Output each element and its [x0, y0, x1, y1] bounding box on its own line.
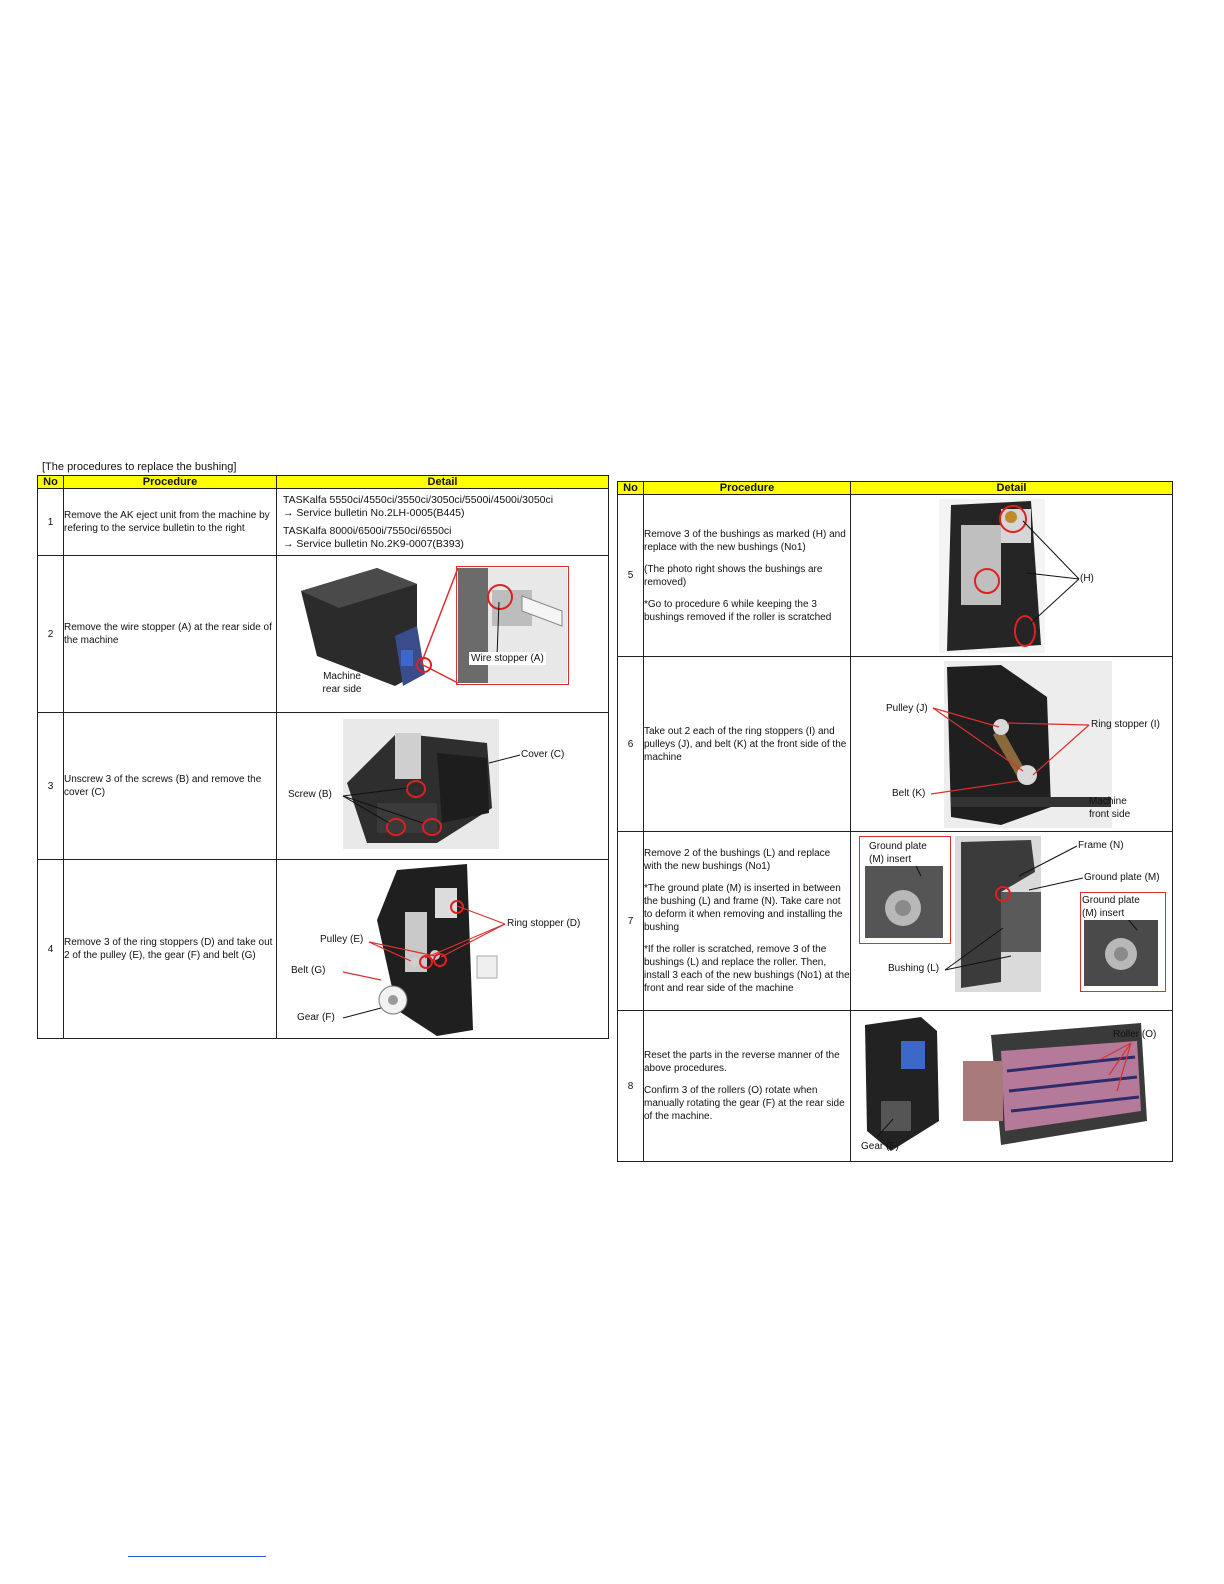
- step-number: 1: [38, 489, 64, 556]
- step-detail: [851, 495, 1173, 657]
- model-list-1: TASKalfa 5550ci/4550ci/3550ci/3050ci/5500i/4500i/3050ci: [283, 493, 554, 506]
- table-row: [618, 832, 1173, 1011]
- table-row: [618, 1011, 1173, 1162]
- procedure-text: Reset the parts in the reverse manner of the above procedures.: [644, 1050, 840, 1074]
- pulley-gear-photo: [277, 860, 609, 1039]
- step-procedure: [644, 657, 851, 832]
- label-ground-plate: Ground plate (M): [1084, 872, 1160, 883]
- procedure-text: Remove 3 of the bushings as marked (H) and replace with the new bushings (No1): [644, 528, 846, 553]
- marker-circle: [995, 886, 1011, 902]
- step-procedure: [64, 860, 277, 1039]
- header-no: No: [38, 476, 64, 489]
- header-no: No: [618, 482, 644, 495]
- step-procedure: [644, 832, 851, 1011]
- step-detail: [851, 832, 1173, 1011]
- page-heading: [The procedures to replace the bushing]: [42, 461, 237, 473]
- procedure-text: Remove the AK eject unit from the machine by refering to the service bulletin to the right: [64, 510, 270, 534]
- step-procedure: [64, 713, 277, 860]
- step-number: 3: [38, 713, 64, 860]
- header-detail: Detail: [277, 476, 609, 489]
- label-pulley: Pulley (J): [886, 703, 928, 714]
- label-belt: Belt (G): [291, 965, 326, 976]
- step-procedure: [644, 495, 851, 657]
- table-row: [618, 495, 1173, 657]
- table-row: [38, 489, 609, 556]
- procedure-note: (The photo right shows the bushings are removed): [644, 563, 823, 588]
- label-ground-plate-insert-2: Ground plate (M) insert: [1082, 894, 1156, 920]
- procedure-text: Take out 2 each of the ring stoppers (I) and pulleys (J), and belt (K) at the front side of the machine: [644, 725, 847, 763]
- procedure-text: Remove 3 of the ring stoppers (D) and take out 2 of the pulley (E), the gear (F) and belt (G): [64, 937, 273, 961]
- label-screw: Screw (B): [288, 789, 332, 800]
- step-detail: [277, 860, 609, 1039]
- bulletin-ref-2: → Service bulletin No.2K9-0007(B393): [283, 537, 464, 550]
- step-detail: [851, 1011, 1173, 1162]
- right-procedure-table: [617, 481, 1173, 1162]
- service-bulletin-refs: [277, 491, 608, 554]
- eject-unit-photo: [277, 556, 609, 713]
- label-frame: Frame (N): [1078, 840, 1124, 851]
- step-detail: [277, 489, 609, 556]
- label-wire-stopper: Wire stopper (A): [471, 653, 544, 664]
- label-machine-front-side: Machine front side: [1089, 796, 1131, 820]
- procedure-text: Remove the wire stopper (A) at the rear side of the machine: [64, 622, 272, 646]
- procedure-text: Unscrew 3 of the screws (B) and remove the cover (C): [64, 774, 262, 798]
- procedure-note: *Go to procedure 6 while keeping the 3 bushings removed if the roller is scratched: [644, 598, 832, 623]
- label-cover: Cover (C): [521, 749, 565, 760]
- bulletin-ref-1: → Service bulletin No.2LH-0005(B445): [283, 506, 465, 519]
- label-gear: Gear (F): [861, 1141, 899, 1152]
- step-procedure: [644, 1011, 851, 1162]
- table-row: [38, 713, 609, 860]
- step-detail: [277, 713, 609, 860]
- ground-plate-photo: [851, 832, 1173, 1011]
- leader-line: [277, 713, 609, 860]
- table-header-row: [38, 476, 609, 489]
- label-ring-stopper: Ring stopper (I): [1091, 719, 1160, 730]
- model-list-2: TASKalfa 8000i/6500i/7550ci/6550ci: [283, 524, 452, 537]
- cover-screws-photo: [277, 713, 609, 860]
- label-h: (H): [1080, 573, 1094, 584]
- step-number: 8: [618, 1011, 644, 1162]
- step-number: 6: [618, 657, 644, 832]
- header-detail: Detail: [851, 482, 1173, 495]
- step-number: 7: [618, 832, 644, 1011]
- label-ring-stopper: Ring stopper (D): [507, 918, 581, 929]
- procedure-note: Confirm 3 of the rollers (O) rotate when manually rotating the gear (F) at the rear side of the machine.: [644, 1085, 845, 1122]
- leader-line: [851, 495, 1173, 657]
- reassembly-photo: [851, 1011, 1173, 1162]
- label-belt: Belt (K): [892, 788, 926, 799]
- left-procedure-table: [37, 475, 609, 1039]
- table-row: [38, 860, 609, 1039]
- step-number: 5: [618, 495, 644, 657]
- header-procedure: Procedure: [644, 482, 851, 495]
- footer-link-underline[interactable]: [128, 1556, 266, 1557]
- label-machine-rear-side: Machine rear side: [322, 671, 362, 695]
- label-pulley: Pulley (E): [320, 934, 364, 945]
- label-ground-plate-insert: Ground plate (M) insert: [869, 840, 939, 866]
- step-detail: [851, 657, 1173, 832]
- header-procedure: Procedure: [64, 476, 277, 489]
- front-pulleys-photo: [851, 657, 1173, 832]
- label-roller: Roller (O): [1113, 1029, 1157, 1040]
- bushings-photo: [851, 495, 1173, 657]
- table-header-row: [618, 482, 1173, 495]
- step-procedure: [64, 556, 277, 713]
- step-number: 4: [38, 860, 64, 1039]
- table-row: [38, 556, 609, 713]
- procedure-note: *The ground plate (M) is inserted in between the bushing (L) and frame (N). Take care not to deform it when removing and installing the bushing: [644, 883, 843, 933]
- step-detail: [277, 556, 609, 713]
- procedure-note: *If the roller is scratched, remove 3 of the bushings (L) and replace the roller. Then, install 3 each of the new bushings (No1) at the front and rear side of the machine: [644, 944, 850, 994]
- label-bushing: Bushing (L): [888, 963, 940, 974]
- step-procedure: [64, 489, 277, 556]
- table-row: [618, 657, 1173, 832]
- label-gear: Gear (F): [297, 1012, 335, 1023]
- step-number: 2: [38, 556, 64, 713]
- procedure-text: Remove 2 of the bushings (L) and replace with the new bushings (No1): [644, 848, 831, 872]
